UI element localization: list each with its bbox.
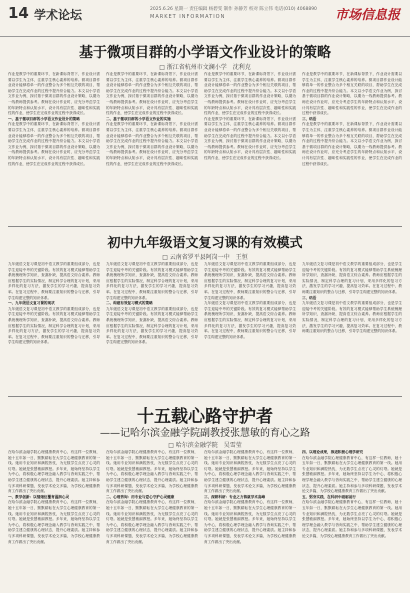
article-3-text: 在哈尔滨金融学院心理健康教育中心，有这样一位教师，她十五年如一日，默默耕耘在大学生心理健康教育的第一线。她用专业知识和满腔热忱，为无数学生点亮了心灵的灯塔。她就是张慧敏副教授。多年来，她始终坚持以学生为中心，将积极心理学理念融入教学与咨询实践之中，帮助学生建立健康的心理状态，提升心理素质。她主持和参与多项科研课题，发表学术论文多篇，为学校心理健康教育工作做出了突出贡献。 — [302, 455, 402, 494]
article-1-text: 作业是教学中的重要环节，在新课标背景下，作业设计需要以学生为主体，注重学生核心素养的培养。微项目群作业设计能够将单一的作业整合为多个相互关联的项目，帮助学生在完成作业的过程中提升综合能力。本文以小学语文作业为例，探讨基于微项目群的作业设计策略，以期为一线教师提供参考。教师在设计作业时，应充分考虑学生的年龄特点和认知水平，设计具有层次性、趣味性和实践性的作业，使学生在完成作业的过程中获得成长。 — [8, 72, 100, 116]
article-3-col-2 — [106, 450, 198, 588]
masthead — [0, 0, 410, 37]
article-1-text: 作业是教学中的重要环节，在新课标背景下，作业设计需要以学生为主体，注重学生核心素养的培养。微项目群作业设计能够将单一的作业整合为多个相互关联的项目，帮助学生在完成作业的过程中提升综合能力。本文以小学语文作业为例，探讨基于微项目群的作业设计策略，以期为一线教师提供参考。教师在设计作业时，应充分考虑学生的年龄特点和认知水平，设计具有层次性、趣味性和实践性的作业，使学生在完成作业的过程中获得成长。 — [106, 122, 198, 166]
newspaper-logo: 市场信息报 — [334, 8, 400, 23]
article-2-text: 九年级语文复习课是初中语文教学的重要组成部分，也是学生迎接中考的关键阶段。有效的复习模式能够帮助学生系统梳理所学知识，查漏补缺，提高语文综合素养。教师应根据学生的实际情况，制定科学合理的复习计划，采用多样化的复习方法，激发学生的学习兴趣，提高复习效率。在复习过程中，教师要注重知识的整合与迁移，引导学生构建完整的知识体系。 — [302, 262, 402, 294]
article-1-text: 作业是教学中的重要环节，在新课标背景下，作业设计需要以学生为主体，注重学生核心素养的培养。微项目群作业设计能够将单一的作业整合为多个相互关联的项目，帮助学生在完成作业的过程中提升综合能力。本文以小学语文作业为例，探讨基于微项目群的作业设计策略，以期为一线教师提供参考。教师在设计作业时，应充分考虑学生的年龄特点和认知水平，设计具有层次性、趣味性和实践性的作业，使学生在完成作业的过程中获得成长。 — [302, 72, 402, 116]
article-2-col-1 — [8, 262, 100, 392]
article-3-col-4 — [302, 450, 402, 588]
article-2-subhead-1: 一、九年级语文复习课的现状 — [8, 301, 55, 306]
article-3-text: 在哈尔滨金融学院心理健康教育中心，有这样一位教师，她十五年如一日，默默耕耘在大学生心理健康教育的第一线。她用专业知识和满腔热忱，为无数学生点亮了心灵的灯塔。她就是张慧敏副教授。多年来，她始终坚持以学生为中心，将积极心理学理念融入教学与咨询实践之中，帮助学生建立健康的心理状态，提升心理素质。她主持和参与多项科研课题，发表学术论文多篇，为学校心理健康教育工作做出了突出贡献。 — [8, 450, 100, 494]
article-3-col-1 — [8, 450, 100, 588]
article-3-text: 在哈尔滨金融学院心理健康教育中心，有这样一位教师，她十五年如一日，默默耕耘在大学生心理健康教育的第一线。她用专业知识和满腔热忱，为无数学生点亮了心灵的灯塔。她就是张慧敏副教授。多年来，她始终坚持以学生为中心，将积极心理学理念融入教学与咨询实践之中，帮助学生建立健康的心理状态，提升心理素质。她主持和参与多项科研课题，发表学术论文多篇，为学校心理健康教育工作做出了突出贡献。 — [302, 500, 402, 538]
page-number: 14 — [8, 4, 29, 22]
article-2-text: 九年级语文复习课是初中语文教学的重要组成部分，也是学生迎接中考的关键阶段。有效的复习模式能够帮助学生系统梳理所学知识，查漏补缺，提高语文综合素养。教师应根据学生的实际情况，制定科学合理的复习计划，采用多样化的复习方法，激发学生的学习兴趣，提高复习效率。在复习过程中，教师要注重知识的整合与迁移，引导学生构建完整的知识体系。 — [8, 262, 100, 300]
article-3-text: 在哈尔滨金融学院心理健康教育中心，有这样一位教师，她十五年如一日，默默耕耘在大学生心理健康教育的第一线。她用专业知识和满腔热忱，为无数学生点亮了心灵的灯塔。她就是张慧敏副教授。多年来，她始终坚持以学生为中心，将积极心理学理念融入教学与咨询实践之中，帮助学生建立健康的心理状态，提升心理素质。她主持和参与多项科研课题，发表学术论文多篇，为学校心理健康教育工作做出了突出贡献。 — [204, 450, 296, 494]
article-2-subhead-2: 二、构建有效复习模式的策略 — [106, 301, 153, 306]
article-2-subhead-3: 三、结语 — [302, 295, 317, 300]
article-2-col-4 — [302, 262, 402, 392]
article-2-text: 九年级语文复习课是初中语文教学的重要组成部分，也是学生迎接中考的关键阶段。有效的复习模式能够帮助学生系统梳理所学知识，查漏补缺，提高语文综合素养。教师应根据学生的实际情况，制定科学合理的复习计划，采用多样化的复习方法，激发学生的学习兴趣，提高复习效率。在复习过程中，教师要注重知识的整合与迁移，引导学生构建完整的知识体系。 — [204, 301, 296, 339]
article-1-text: 作业是教学中的重要环节，在新课标背景下，作业设计需要以学生为主体，注重学生核心素养的培养。微项目群作业设计能够将单一的作业整合为多个相互关联的项目，帮助学生在完成作业的过程中提升综合能力。本文以小学语文作业为例，探讨基于微项目群的作业设计策略，以期为一线教师提供参考。教师在设计作业时，应充分考虑学生的年龄特点和认知水平，设计具有层次性、趣味性和实践性的作业，使学生在完成作业的过程中获得成长。 — [106, 72, 198, 116]
article-3-text: 在哈尔滨金融学院心理健康教育中心，有这样一位教师，她十五年如一日，默默耕耘在大学生心理健康教育的第一线。她用专业知识和满腔热忱，为无数学生点亮了心灵的灯塔。她就是张慧敏副教授。多年来，她始终坚持以学生为中心，将积极心理学理念融入教学与咨询实践之中，帮助学生建立健康的心理状态，提升心理素质。她主持和参与多项科研课题，发表学术论文多篇，为学校心理健康教育工作做出了突出贡献。 — [106, 450, 198, 494]
article-1-col-2 — [106, 72, 198, 222]
article-1-title: 基于微项目群的小学语文作业设计的策略 — [79, 45, 331, 61]
article-3-subhead-1: 一、教学创新：以情绪位覆育温润心灵 — [8, 494, 70, 499]
divider — [8, 396, 402, 397]
section-title: 学术论坛 — [34, 8, 83, 22]
article-3-text: 在哈尔滨金融学院心理健康教育中心，有这样一位教师，她十五年如一日，默默耕耘在大学生心理健康教育的第一线。她用专业知识和满腔热忱，为无数学生点亮了心灵的灯塔。她就是张慧敏副教授。多年来，她始终坚持以学生为中心，将积极心理学理念融入教学与咨询实践之中，帮助学生建立健康的心理状态，提升心理素质。她主持和参与多项科研课题，发表学术论文多篇，为学校心理健康教育工作做出了突出贡献。 — [204, 500, 296, 544]
article-3-subhead-3: 三、深耕科研：专业之力铸就学术高峰 — [204, 494, 266, 499]
article-1-text: 作业是教学中的重要环节，在新课标背景下，作业设计需要以学生为主体，注重学生核心素养的培养。微项目群作业设计能够将单一的作业整合为多个相互关联的项目，帮助学生在完成作业的过程中提升综合能力。本文以小学语文作业为例，探讨基于微项目群的作业设计策略，以期为一线教师提供参考。教师在设计作业时，应充分考虑学生的年龄特点和认知水平，设计具有层次性、趣味性和实践性的作业，使学生在完成作业的过程中获得成长。 — [302, 122, 402, 166]
article-3-subhead-4: 四、以理论成果，推进积极心理学研究 — [302, 450, 364, 454]
article-3-subhead-5: 五、躬身实践，在科研中砥砺前行 — [302, 494, 356, 499]
article-2-text: 九年级语文复习课是初中语文教学的重要组成部分，也是学生迎接中考的关键阶段。有效的复习模式能够帮助学生系统梳理所学知识，查漏补缺，提高语文综合素养。教师应根据学生的实际情况，制定科学合理的复习计划，采用多样化的复习方法，激发学生的学习兴趣，提高复习效率。在复习过程中，教师要注重知识的整合与迁移，引导学生构建完整的知识体系。 — [204, 262, 296, 300]
article-3-title: 十五载心路守护者 — [137, 407, 273, 427]
article-3-text: 在哈尔滨金融学院心理健康教育中心，有这样一位教师，她十五年如一日，默默耕耘在大学生心理健康教育的第一线。她用专业知识和满腔热忱，为无数学生点亮了心灵的灯塔。她就是张慧敏副教授。多年来，她始终坚持以学生为中心，将积极心理学理念融入教学与咨询实践之中，帮助学生建立健康的心理状态，提升心理素质。她主持和参与多项科研课题，发表学术论文多篇，为学校心理健康教育工作做出了突出贡献。 — [106, 500, 198, 544]
article-1-subhead-1: 一、基于微项目群的小学语文作业设计的策略 — [8, 116, 80, 121]
issue-meta-en: MARKET INFORMATION — [150, 14, 226, 20]
divider — [8, 226, 402, 227]
article-2-text: 九年级语文复习课是初中语文教学的重要组成部分，也是学生迎接中考的关键阶段。有效的复习模式能够帮助学生系统梳理所学知识，查漏补缺，提高语文综合素养。教师应根据学生的实际情况，制定科学合理的复习计划，采用多样化的复习方法，激发学生的学习兴趣，提高复习效率。在复习过程中，教师要注重知识的整合与迁移，引导学生构建完整的知识体系。 — [106, 306, 198, 345]
issue-meta: 2025.6.26 星期一 责任编辑 杨碧雯 制作 孙静芳 校对 陈立伟 电话(010) 4068890 — [150, 7, 317, 12]
article-2-col-2 — [106, 262, 198, 392]
article-2-byline: □ 云南省罗平县阿岗一中 王恒 — [162, 254, 248, 261]
article-1-col-4 — [302, 72, 402, 222]
article-3-byline: □ 哈尔滨金融学院 吴雪莹 — [168, 442, 242, 449]
article-2-title: 初中九年级语文复习课的有效模式 — [107, 236, 303, 251]
article-2-text: 九年级语文复习课是初中语文教学的重要组成部分，也是学生迎接中考的关键阶段。有效的复习模式能够帮助学生系统梳理所学知识，查漏补缺，提高语文综合素养。教师应根据学生的实际情况，制定科学合理的复习计划，采用多样化的复习方法，激发学生的学习兴趣，提高复习效率。在复习过程中，教师要注重知识的整合与迁移，引导学生构建完整的知识体系。 — [302, 301, 402, 334]
article-2-text: 九年级语文复习课是初中语文教学的重要组成部分，也是学生迎接中考的关键阶段。有效的复习模式能够帮助学生系统梳理所学知识，查漏补缺，提高语文综合素养。教师应根据学生的实际情况，制定科学合理的复习计划，采用多样化的复习方法，激发学生的学习兴趣，提高复习效率。在复习过程中，教师要注重知识的整合与迁移，引导学生构建完整的知识体系。 — [106, 262, 198, 300]
article-2-text: 九年级语文复习课是初中语文教学的重要组成部分，也是学生迎接中考的关键阶段。有效的复习模式能够帮助学生系统梳理所学知识，查漏补缺，提高语文综合素养。教师应根据学生的实际情况，制定科学合理的复习计划，采用多样化的复习方法，激发学生的学习兴趣，提高复习效率。在复习过程中，教师要注重知识的整合与迁移，引导学生构建完整的知识体系。 — [8, 306, 100, 345]
article-1-text: 作业是教学中的重要环节，在新课标背景下，作业设计需要以学生为主体，注重学生核心素养的培养。微项目群作业设计能够将单一的作业整合为多个相互关联的项目，帮助学生在完成作业的过程中提升综合能力。本文以小学语文作业为例，探讨基于微项目群的作业设计策略，以期为一线教师提供参考。教师在设计作业时，应充分考虑学生的年龄特点和认知水平，设计具有层次性、趣味性和实践性的作业，使学生在完成作业的过程中获得成长。 — [204, 72, 296, 116]
article-1-col-3 — [204, 72, 296, 222]
article-1-text: 作业是教学中的重要环节，在新课标背景下，作业设计需要以学生为主体，注重学生核心素养的培养。微项目群作业设计能够将单一的作业整合为多个相互关联的项目，帮助学生在完成作业的过程中提升综合能力。本文以小学语文作业为例，探讨基于微项目群的作业设计策略，以期为一线教师提供参考。教师在设计作业时，应充分考虑学生的年龄特点和认知水平，设计具有层次性、趣味性和实践性的作业，使学生在完成作业的过程中获得成长。 — [8, 122, 100, 166]
article-1-text: 作业是教学中的重要环节，在新课标背景下，作业设计需要以学生为主体，注重学生核心素养的培养。微项目群作业设计能够将单一的作业整合为多个相互关联的项目，帮助学生在完成作业的过程中提升综合能力。本文以小学语文作业为例，探讨基于微项目群的作业设计策略，以期为一线教师提供参考。教师在设计作业时，应充分考虑学生的年龄特点和认知水平，设计具有层次性、趣味性和实践性的作业，使学生在完成作业的过程中获得成长。 — [204, 116, 296, 160]
article-1-col-1 — [8, 72, 100, 222]
article-1-subhead-2: 二、基于微项目群的小学语文作业的实施 — [106, 116, 171, 121]
article-3-col-3 — [204, 450, 296, 588]
article-3-subtitle: ——记哈尔滨金融学院副教授张慧敏的育心之路 — [100, 428, 310, 439]
article-3-text: 在哈尔滨金融学院心理健康教育中心，有这样一位教师，她十五年如一日，默默耕耘在大学生心理健康教育的第一线。她用专业知识和满腔热忱，为无数学生点亮了心灵的灯塔。她就是张慧敏副教授。多年来，她始终坚持以学生为中心，将积极心理学理念融入教学与咨询实践之中，帮助学生建立健康的心理状态，提升心理素质。她主持和参与多项科研课题，发表学术论文多篇，为学校心理健康教育工作做出了突出贡献。 — [8, 500, 100, 544]
article-2-col-3 — [204, 262, 296, 392]
article-1-subhead-3: 三、结语 — [302, 116, 317, 121]
article-3-subhead-2: 二、心理咨询：用专业与爱心守护心灵健康 — [106, 494, 175, 499]
article-1-byline: □ 浙江省杭州市文澜小学 沈利克 — [159, 64, 251, 71]
